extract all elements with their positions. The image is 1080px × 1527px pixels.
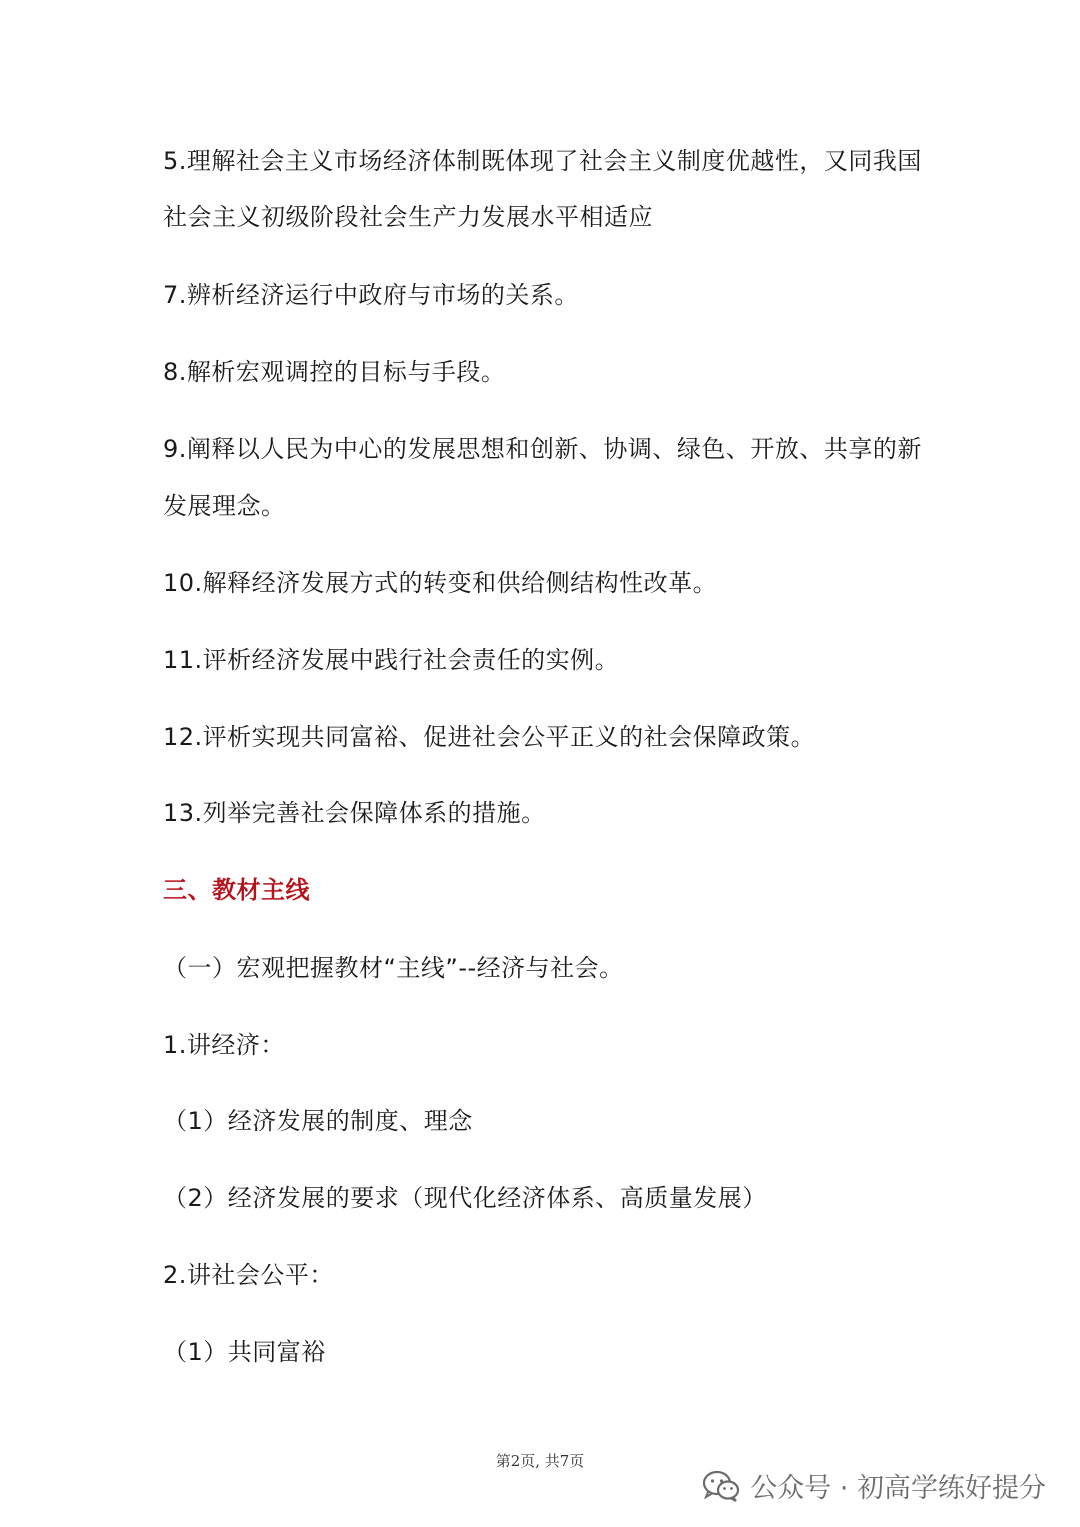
- objective-13: 13.列举完善社会保障体系的措施。: [163, 799, 546, 827]
- objective-5-line-1: 5.理解社会主义市场经济体制既体现了社会主义制度优越性，又同我国: [163, 147, 922, 175]
- objective-7: 7.辨析经济运行中政府与市场的关系。: [163, 281, 579, 309]
- mainline-social-fairness: 2.讲社会公平：: [163, 1261, 334, 1289]
- mainline-social-item-1: （1）共同富裕: [163, 1338, 326, 1366]
- mainline-economy-item-1: （1）经济发展的制度、理念: [163, 1107, 473, 1135]
- page-number: 第2页, 共7页: [495, 1452, 585, 1470]
- mainline-overview: （一）宏观把握教材“主线”--经济与社会。: [163, 954, 624, 982]
- watermark-text: 公众号 · 初高学练好提分: [750, 1473, 1046, 1504]
- objective-9-line-1: 9.阐释以人民为中心的发展思想和创新、协调、绿色、开放、共享的新: [163, 435, 922, 463]
- objective-8: 8.解析宏观调控的目标与手段。: [163, 358, 506, 386]
- objective-10: 10.解释经济发展方式的转变和供给侧结构性改革。: [163, 569, 718, 597]
- objective-9-line-2: 发展理念。: [163, 492, 286, 520]
- watermark: [702, 1466, 1046, 1505]
- mainline-economy-item-2: （2）经济发展的要求（现代化经济体系、高质量发展）: [163, 1184, 767, 1212]
- objective-5-line-2: 社会主义初级阶段社会生产力发展水平相适应: [163, 203, 653, 231]
- objective-11: 11.评析经济发展中践行社会责任的实例。: [163, 646, 620, 674]
- objective-12: 12.评析实现共同富裕、促进社会公平正义的社会保障政策。: [163, 723, 816, 751]
- wechat-icon: [702, 1470, 740, 1502]
- mainline-economy: 1.讲经济：: [163, 1031, 285, 1059]
- section-heading: 三、教材主线: [163, 876, 310, 904]
